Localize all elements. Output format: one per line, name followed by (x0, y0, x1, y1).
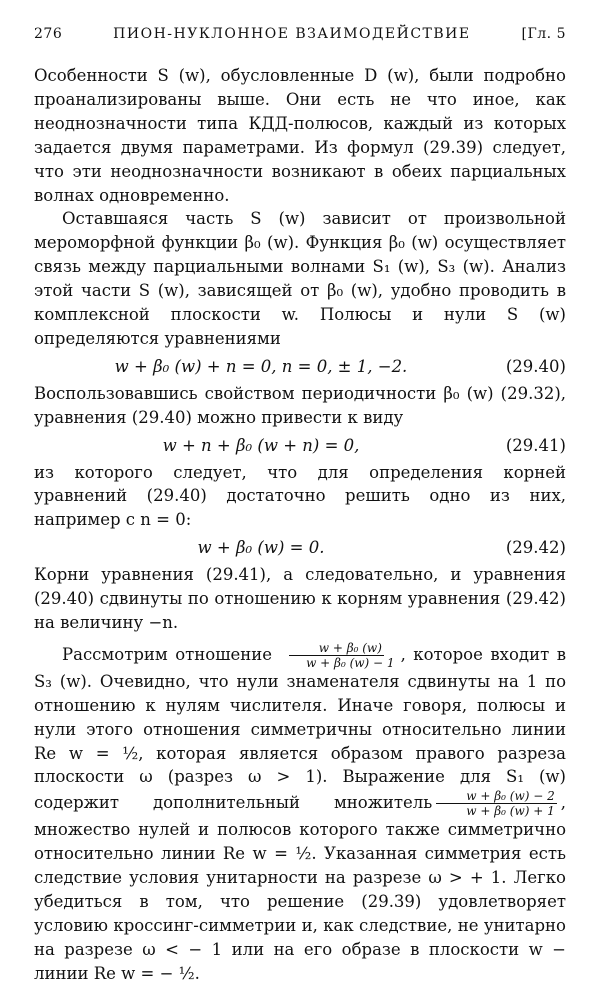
paragraph-1: Особенности S (w), обусловленные D (w), были подробно проанализированы выше. Они есть не что иное, как неоднозначности типа КДД-полюсов, каждый из которых задается двумя параметрами. Из формул (29.39) следует, что эти неоднозначности возникают в обеих парциальных волнах одновременно. (34, 66, 566, 205)
text-run: , множество нулей и полюсов которого также симметрично относительно линии Re w = ½. Указанная симметрия есть следствие условия унитарности на разрезе ω > + 1. Легко убедиться в том, что решение (29.39) удовлетворяет условию кроссинг-симметрии и, как следствие, не унитарно на разрезе ω < − 1 или на его образе в плоскости w − линии Re w = − ½. (34, 793, 566, 983)
chapter-ref: [Гл. 5 (521, 26, 566, 42)
page-number: 276 (34, 26, 63, 42)
page-header (34, 26, 566, 42)
text-run: Рассмотрим отношение (62, 644, 273, 664)
running-title: ПИОН-НУКЛОННОЕ ВЗАИМОДЕЙСТВИЕ (113, 26, 471, 42)
fraction (276, 641, 396, 670)
equation-29-42 (34, 536, 566, 560)
equation-body: w + n + β₀ (w + n) = 0, (162, 435, 360, 455)
equation-body: w + β₀ (w) = 0. (197, 538, 325, 558)
fraction-numerator: w + β₀ (w) (289, 641, 384, 656)
paragraph-4: из которого следует, что для определения корней уравнений (29.40) достаточно решить одно из них, например с n = 0: (34, 462, 566, 530)
fraction (436, 789, 556, 818)
text-run: , которое входит в S₃ (w). Очевидно, что нули знаменателя сдвинуты на 1 по отношению к нулям числителя. Иначе говоря, полюсы и нули этого отношения симметричны относительно линии Re w = ½, которая является образом правого разреза плоскости ω (разрез ω > 1). Выражение для S₁ (w) содержит дополнительный множитель (34, 644, 566, 813)
equation-number: (29.41) (505, 435, 566, 455)
equation-29-41 (34, 434, 566, 458)
paragraph-3: Воспользовавшись свойством периодичности β₀ (w) (29.32), уравнения (29.40) можно привести к виду (34, 383, 566, 427)
equation-number: (29.40) (505, 356, 566, 376)
equation-number: (29.42) (505, 538, 566, 558)
paragraph-5: Корни уравнения (29.41), а следовательно, и уравнения (29.40) сдвинуты по отношению к корням уравнения (29.42) на величину −n. (34, 565, 566, 632)
equation-29-40 (34, 355, 566, 379)
page-body (34, 64, 566, 986)
equation-body: w + β₀ (w) + n = 0, n = 0, ± 1, −2. (114, 356, 408, 376)
paragraph-6 (34, 641, 566, 986)
fraction-denominator: w + β₀ (w) + 1 (466, 804, 555, 819)
paragraph-2: Оставшаяся часть S (w) зависит от произвольной мероморфной функции β₀ (w). Функция β₀ (w) осуществляет связь между парциальными волнами S₁ (w), S₃ (w). Анализ этой части S (w), зависящей от β₀ (w), удобно проводить в комплексной плоскости w. Полюсы и нули S (w) определяются уравнениями (34, 209, 566, 348)
fraction-numerator: w + β₀ (w) − 2 (436, 789, 556, 804)
fraction-denominator: w + β₀ (w) − 1 (306, 655, 395, 670)
